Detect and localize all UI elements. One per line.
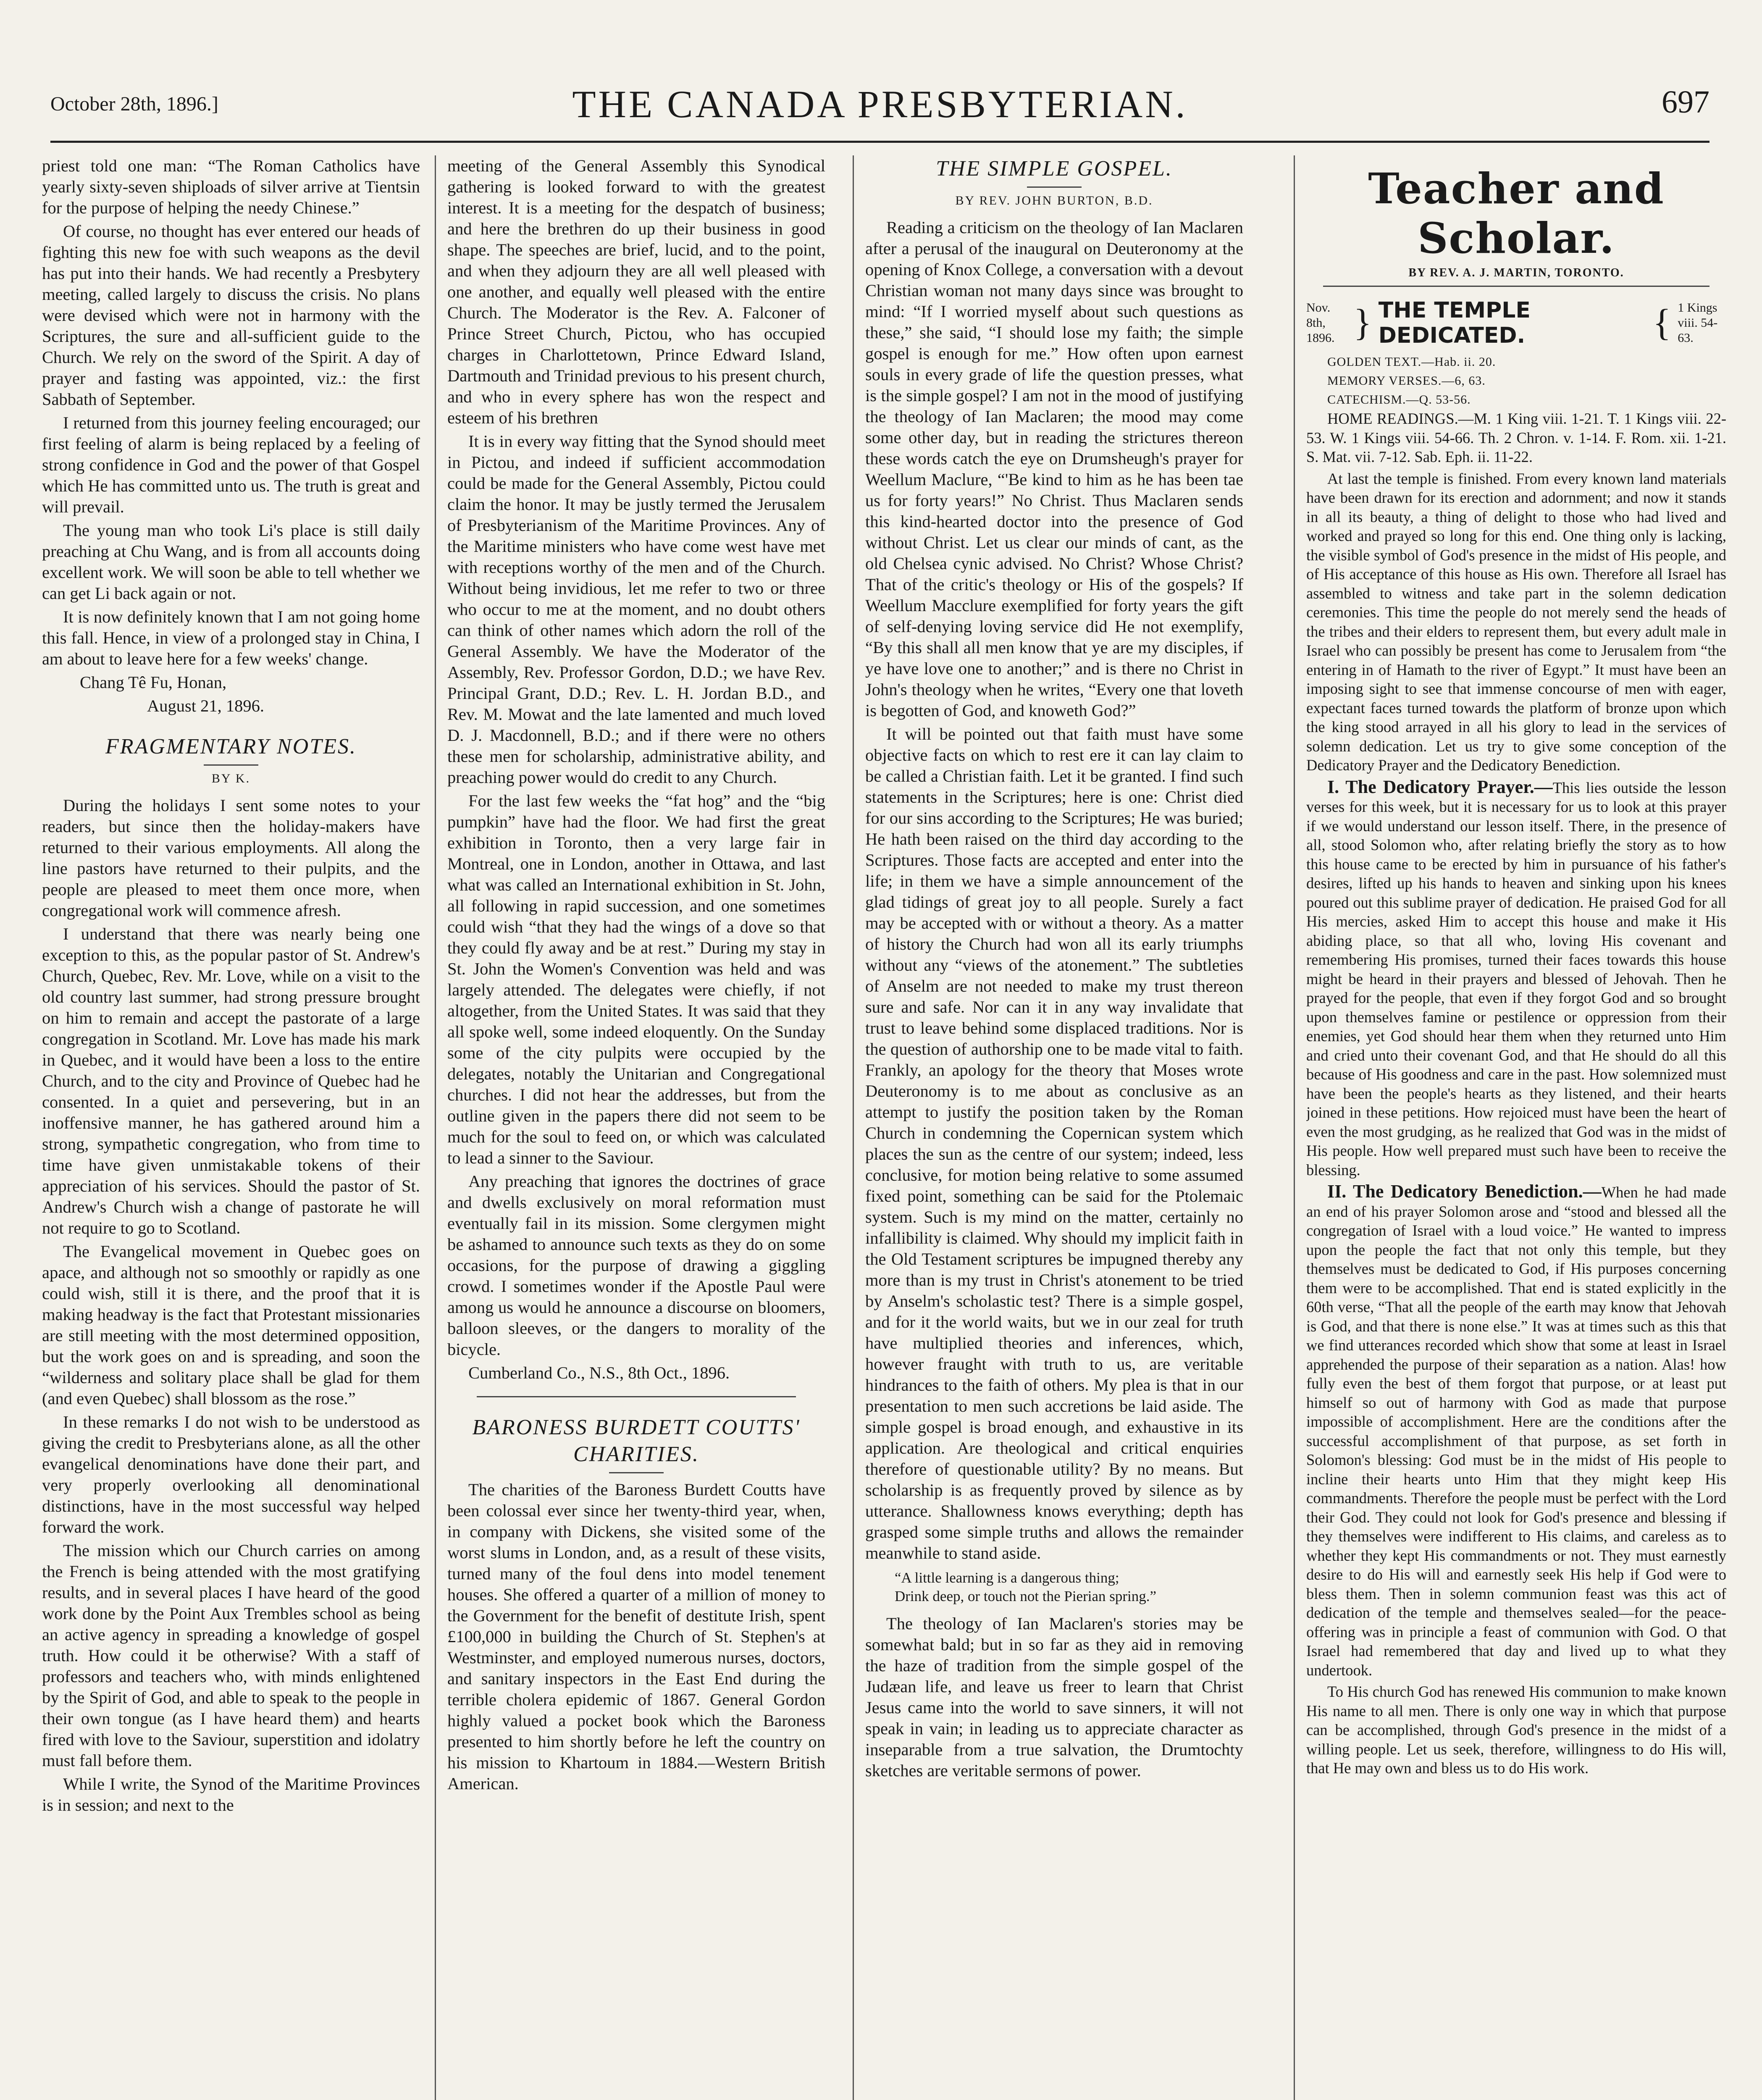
paragraph: During the holidays I sent some notes to your readers, but since then the holiday-makers have returned to their various employments. All along the line pastors have returned to their pulpits, and the people are pleased to meet them once more, when congregational work will commence afresh. xyxy=(42,796,420,920)
divider xyxy=(204,764,258,766)
paragraph: In these remarks I do not wish to be understood as giving the credit to Presbyterians alone, as all the other evangelical denominations have done their part, and very properly overlooking all denominational distinctions, have in the most successful way helped forward the work. xyxy=(42,1412,420,1536)
column-1 xyxy=(42,155,420,2100)
paragraph: It is in every way fitting that the Synod should meet in Pictou, and indeed if sufficient accommodation could be made for the General Assembly, Pictou could claim the honor. It may be justly termed the Jerusalem of Presbyterianism of the Maritime Provinces. Any of the Maritime ministers who have come west have met with receptions worthy of the men and of the Church. Without being invidious, let me refer to two or three who occur to me at the moment, and no doubt others can think of other names which adorn the roll of the General Assembly. We have the Moderator of the Assembly, Rev. Professor Gordon, D.D.; we have Rev. Principal Grant, D.D.; Rev. L. H. Jordan B.D., and Rev. M. Mowat and the late lamented and much loved D. J. Macdonnell, B.D.; and if there were no others these men for scholarship, administrative ability, and preaching power would do credit to any Church. xyxy=(447,432,825,787)
column-rule xyxy=(853,155,854,2100)
lesson-header xyxy=(1306,298,1726,348)
column-4 xyxy=(1306,155,1726,2100)
paragraph: I returned from this journey feeling encouraged; our first feeling of alarm is being replaced by a feeling of strong confidence in God and the power of that Gospel which He has committed unto us. The truth is great and will prevail. xyxy=(42,413,420,516)
dateline-date: August 21, 1896. xyxy=(147,696,265,715)
verse-quote xyxy=(865,1569,1243,1606)
section-byline: BY REV. A. J. MARTIN, TORONTO. xyxy=(1408,266,1624,279)
paragraph: Reading a criticism on the theology of Ian Maclaren after a perusal of the inaugural on Deuteronomy at the opening of Knox College, a conversation with a devout Christian woman not many days since was brought to mind: “If I worried myself about such questions as these,” she said, “I should lose my faith; the simple gospel is enough for me.” How often upon earnest souls in every grade of life the question presses, what is the simple gospel? I am not in the mood of justifying the theology of Ian Maclaren; the mood may come some other day, but in reading the strictures thereon these words catch the eye on Drumsheugh's prayer for Weellum Maclure, “'Be kind to him as he has been tae us for forty years!” No Christ. Thus Maclaren sends this kind-hearted doctor into the presence of God without Christ. Let us clear our minds of cant, as the old Chelsea cynic advised. No Christ? Whose Christ? That of the critic's theology or His of the gospels? If Weellum Macclure exemplified for forty years the gift of self-denying loving service did He not exemplify, “By this shall all men know that ye are my disciples, if ye have love one to another;” and is there no Christ in John's theology when he writes, “Every one that loveth is begotten of God, and knoweth God?” xyxy=(865,218,1243,720)
lesson-reference xyxy=(1678,300,1726,346)
dateline: Cumberland Co., N.S., 8th Oct., 1896. xyxy=(468,1363,730,1382)
issue-date: October 28th, 1896.] xyxy=(50,93,218,115)
page-number: 697 xyxy=(1662,84,1709,120)
divider xyxy=(609,1472,664,1473)
paragraph: meeting of the General Assembly this Synodical gathering is looked forward to with the greatest interest. It is a meeting for the despatch of business; and here the brethren do up their business in good shape. The speeches are brief, lucid, and to the point, and when they adjourn they are all well pleased with one another, and equally well pleased with the entire Church. The Moderator is the Rev. A. Falconer of Prince Street Church, Pictou, who has occupied charges in Charlottetown, Prince Edward Island, Dartmouth and Trinidad previous to his present church, and who in every sphere has won the respect and esteem of his brethren xyxy=(447,156,825,427)
brace-icon: } xyxy=(1353,302,1372,344)
paragraph xyxy=(1306,1182,1726,1680)
newspaper-title: THE CANADA PRESBYTERIAN. xyxy=(572,83,1188,126)
subsection-heading: II. The Dedicatory Benediction.— xyxy=(1327,1181,1602,1202)
catechism: CATECHISM.—Q. 53-56. xyxy=(1327,393,1471,407)
lesson-ref-line: viii. 54-63. xyxy=(1678,316,1718,345)
paragraph: The Evangelical movement in Quebec goes on apace, and although not so smoothly or rapidly as one could wish, still it is there, and the proof that it is making headway is the fact that Protestant missionaries are still meeting with the most determined opposition, but the work goes on and is spreading, and soon the “wilderness and solitary place shall be glad for them (and even Quebec) shall blossom as the rose.” xyxy=(42,1242,420,1408)
memory-verses: MEMORY VERSES.—6, 63. xyxy=(1327,374,1486,388)
divider xyxy=(477,1396,796,1397)
paragraph: It will be pointed out that faith must have some objective facts on which to rest ere it can lay claim to be called a Christian faith. Let it be granted. I find such statements in the Scriptures; here is one: Christ died for our sins according to the Scriptures; He was buried; He hath been raised on the third day according to the Scriptures. Those facts are accepted and enter into the life; in them we have a simple announcement of the glad tidings of great joy to all people. Surely a fact may be accepted with or without a theory. As a matter of history the Church had won all its early triumphs without any “views of the atonement.” The subtleties of Anselm are not needed to make my trust thereon sure and safe. Nor can it in any way invalidate that trust to leave behind some displaced traditions. Nor is the question of authorship one to be made vital to faith. Frankly, an apology for the theory that Moses wrote Deuteronomy is to me about as conclusive as an attempt to justify the position taken by the Roman Church in condemning the Copernican system which places the sun as the centre of our system; indeed, less conclusive, for motion being relative to some assumed fixed point, something can be said for the Ptolemaic system. Such is my mind on the matter, certainly no infallibility is claimed. Why should my implicit faith in the Old Testament scriptures be impugned thereby any more than is my trust in Christ's atonement to be tried by Anselm's scholastic test? There is a simple gospel, and for it the world waits, but we in our zeal for truth have multiplied theories and inferences, which, however fraught with truth to us, are veritable hindrances to the faith of others. My plea is that in our presentation to men such accretions be laid aside. The simple gospel is broad enough, and exhaustive in its application. Are theological and critical enquiries therefore of questionable utility? By no means. But scholarship is as frequently proved by silence as by utterance. Shallowness knows everything; depth has grasped some simple truths and allows the remainder meanwhile to stand aside. xyxy=(865,724,1243,1562)
article-byline: BY REV. JOHN BURTON, B.D. xyxy=(955,194,1153,207)
subsection-text: When he had made an end of his prayer Solomon arose and “stood and blessed all the congregation of Israel with a loud voice.” He wanted to impress upon the people the fact that not only this temple, but they themselves must be dedicated to God, if His purposes concerning them were to be accomplished. That end is stated explicitly in the 60th verse, “That all the people of the earth may know that Jehovah is God, and that there is none else.” It was at times such as this that we find utterances recorded which show that some at least in Israel apprehended the purpose of their separation as a nation. Alas! how fully even the best of them forgot that purpose, or at least put himself so out of harmony with God as made that purpose impossible of accomplishment. Here are the conditions after the successful accomplishment of that purpose, as set forth in Solomon's blessing: God must be in the midst of His people to incline their hearts unto Him that they might keep His commandments. Therefore the people must be perfect with the Lord their God. They could not look for God's presence and blessing if they themselves were indifferent to His claims, and careless as to whether they kept His commandments or not. They must earnestly desire to do His will and earnestly seek His help if God were to bless them. Then in solemn communion feast was this act of dedication of the temple and themselves sealed—for the peace-offering was in principle a feast of communion with God. O that Israel had remembered that day and lived up to what they undertook. xyxy=(1306,1184,1726,1679)
column-3 xyxy=(865,155,1243,2100)
paragraph: The theology of Ian Maclaren's stories may be somewhat bald; but in so far as they aid in removing the haze of tradition from the simple gospel of the Judæan life, and leave us freer to learn that Christ Jesus came into the world to save sinners, it will not speak in vain; in leading us to appreciate character as inseparable from a true salvation, the Drumtochty sketches are veritable sermons of power. xyxy=(865,1614,1243,1780)
paragraph: At last the temple is finished. From every known land materials have been drawn for its erection and adornment; and now it stands in all its beauty, a thing of delight to those who had lived and worked and prayed so long for this end. One thing only is lacking, the visible symbol of God's presence in the midst of His people, and of His acceptance of this house as His own. Therefore all Israel has assembled to witness and take part in the solemn dedication ceremonies. This time the people do not merely send the heads of the tribes and their elders to represent them, but every adult male in Israel who can possibly be present has come to Jerusalem from “the entering in of Hamath to the river of Egypt.” It must have been an imposing sight to see that immense concourse of men with eager, expectant faces turned towards the platform of bronze upon which the king stood arrayed in all his glory to lead in the services of solemn dedication. Let us try to give some conception of the Dedicatory Prayer and the Dedicatory Benediction. xyxy=(1306,470,1726,774)
paragraph: While I write, the Synod of the Maritime Provinces is in session; and next to the xyxy=(42,1774,420,1814)
quote-line: “A little learning is a dangerous thing; xyxy=(895,1570,1119,1586)
article-title: FRAGMENTARY NOTES. xyxy=(105,735,357,759)
lesson-date xyxy=(1306,300,1347,346)
divider xyxy=(1323,286,1709,287)
lesson-title: THE TEMPLE DEDICATED. xyxy=(1378,298,1531,348)
subsection-text: This lies outside the lesson verses for this week, but it is necessary for us to look at this prayer if we would understand our lesson itself. There, in the presence of all, stood Solomon who, after relating briefly the story as to how this house came to be erected by him in pursuance of his father's desires, lifted up his hands to heaven and sinking upon his knees poured out this sublime prayer of dedication. He praised God for all His mercies, asked Him to accept this house and make it His abiding place, so that all who, loving His covenant and remembering His promises, turned their faces towards this house might be heard in their prayers and blessed of Jehovah. Then he prayed for the people, that even if they forgot God and so brought upon themselves famine or pestilence or oppression from their enemies, yet God should hear them when they returned unto Him and cried unto their covenant God, and that He should do all this because of His goodness and care in the past. How solemnized must have been the people's hearts as they listened, and their hearts joined in these petitions. How rejoiced must have been the heart of even the most grudging, as he realized that God was in the midst of His people. How well prepared must such have been to receive the blessing. xyxy=(1306,779,1726,1179)
paragraph: The charities of the Baroness Burdett Coutts have been colossal ever since her twenty-third year, when, in company with Dickens, she visited some of the worst slums in London, and, as a result of these visits, turned many of the foul dens into model tenement houses. She offered a quarter of a million of money to the Government for the benefit of destitute Irish, spent £100,000 in building the Church of St. Stephen's at Westminster, and employed numerous nurses, doctors, and sanitary inspectors in the East End during the terrible cholera epidemic of 1867. General Gordon highly valued a pocket book which the Baroness presented to him shortly before he left the country on his mission to Khartoum in 1884.—Western British American. xyxy=(447,1480,825,1793)
paragraph: Of course, no thought has ever entered our heads of fighting this new foe with such weapons as the devil has put into their hands. We had recently a Presbytery meeting, called largely to discuss the crisis. No plans were devised which were not in harmony with the Scriptures, the sure and all-sufficient guide to the Church. We rely on the sword of the Spirit. A day of prayer and fasting was appointed, viz.: the first Sabbath of September. xyxy=(42,222,420,409)
divider xyxy=(1027,186,1082,188)
paragraph xyxy=(1306,777,1726,1180)
home-readings: HOME READINGS.—M. 1 King viii. 1-21. T. 1 Kings viii. 22-53. W. 1 Kings viii. 54-66. Th. 2 Chron. v. 1-14. F. Rom. xii. 1-21. S. Mat. vii. 7-12. Sab. Eph. ii. 11-22. xyxy=(1306,410,1726,465)
lesson-ref-line: 1 Kings xyxy=(1678,301,1717,315)
paragraph: The mission which our Church carries on among the French is being attended with the most gratifying results, and in several places I have heard of the good work done by the Point Aux Trembles school as being an active agency in spreading a knowledge of gospel truth. How could it be otherwise? With a staff of professors and teachers who, with minds enlightened by the Spirit of God, and able to speak to the people in their own tongue (as I have heard them) and hearts fired with love to the Saviour, superstition and idolatry must fall before them. xyxy=(42,1541,420,1770)
dateline: Chang Tê Fu, Honan, xyxy=(80,673,227,692)
article-title: THE SIMPLE GOSPEL. xyxy=(936,157,1173,181)
paragraph: To His church God has renewed His communion to make known His name to all men. There is only one way in which that purpose can be accomplished, through God's presence in the midst of a willing people. Let us seek, therefore, willingness to do His will, that He may own and bless us to do His work. xyxy=(1306,1683,1726,1777)
lesson-date-line: 1896. xyxy=(1306,331,1335,345)
quote-line: Drink deep, or touch not the Pierian spring.” xyxy=(895,1588,1157,1604)
paragraph: priest told one man: “The Roman Catholics have yearly sixty-seven shiploads of silver arrive at Tientsin for the purpose of helping the needy Chinese.” xyxy=(42,156,420,217)
column-rule xyxy=(1294,155,1295,2100)
golden-text: GOLDEN TEXT.—Hab. ii. 20. xyxy=(1327,355,1496,369)
paragraph: For the last few weeks the “fat hog” and the “big pumpkin” have had the floor. We had first the great exhibition in Toronto, then a very large fair in Montreal, one in London, another in Ottawa, and last what was called an International exhibition in St. John, all following in rapid succession, and one sometimes could wish “that they had the wings of a dove so that they could fly away and be at rest.” During my stay in St. John the Women's Convention was held and was largely attended. The delegates were chiefly, if not altogether, from the United States. It was said that they all spoke well, some indeed eloquently. On the Sunday some of the city pulpits were occupied by the delegates, notably the Unitarian and Congregational churches. I did not hear the addresses, but from the outline given in the papers there did not seem to be much for the soul to feed on, or which was calculated to lead a sinner to the Saviour. xyxy=(447,791,825,1167)
column-rule xyxy=(435,155,436,2100)
article-byline: BY K. xyxy=(211,772,251,785)
subsection-heading: I. The Dedicatory Prayer.— xyxy=(1327,776,1553,797)
column-2 xyxy=(447,155,825,2100)
lesson-date-line: Nov. 8th, xyxy=(1306,301,1331,330)
section-title: Teacher and Scholar. xyxy=(1368,164,1665,263)
paragraph: The young man who took Li's place is still daily preaching at Chu Wang, and is from all accounts doing excellent work. We will soon be able to tell whether we can get Li back again or not. xyxy=(42,521,420,603)
paragraph: It is now definitely known that I am not going home this fall. Hence, in view of a prolonged stay in China, I am about to leave here for a few weeks' change. xyxy=(42,607,420,668)
page-header xyxy=(50,78,1709,143)
article-title: BARONESS BURDETT COUTTS' CHARITIES. xyxy=(472,1415,801,1466)
brace-icon: { xyxy=(1653,302,1671,344)
paragraph: I understand that there was nearly being one exception to this, as the popular pastor of St. Andrew's Church, Quebec, Rev. Mr. Love, while on a visit to the old country last summer, had strong pressure brought on him to remain and accept the pastorate of a large congregation in Scotland. Mr. Love has made his mark in Quebec, and it would have been a loss to the entire Church, and to the city and Province of Quebec had he consented. In a quiet and persevering, but in an inoffensive manner, he has gathered around him a strong, sympathetic congregation, who from time to time have given unmistakable tokens of their appreciation of his services. Should the pastor of St. Andrew's Church wish a change of pastorate he will not require to go to Scotland. xyxy=(42,924,420,1237)
paragraph: Any preaching that ignores the doctrines of grace and dwells exclusively on moral reformation must eventually fail in its mission. Some clergymen might be ashamed to announce such texts as they do on some occasions, for the purpose of drawing a giggling crowd. I sometimes wonder if the Apostle Paul were among us would he announce a discourse on bloomers, balloon sleeves, or the dangers to morality of the bicycle. xyxy=(447,1172,825,1359)
